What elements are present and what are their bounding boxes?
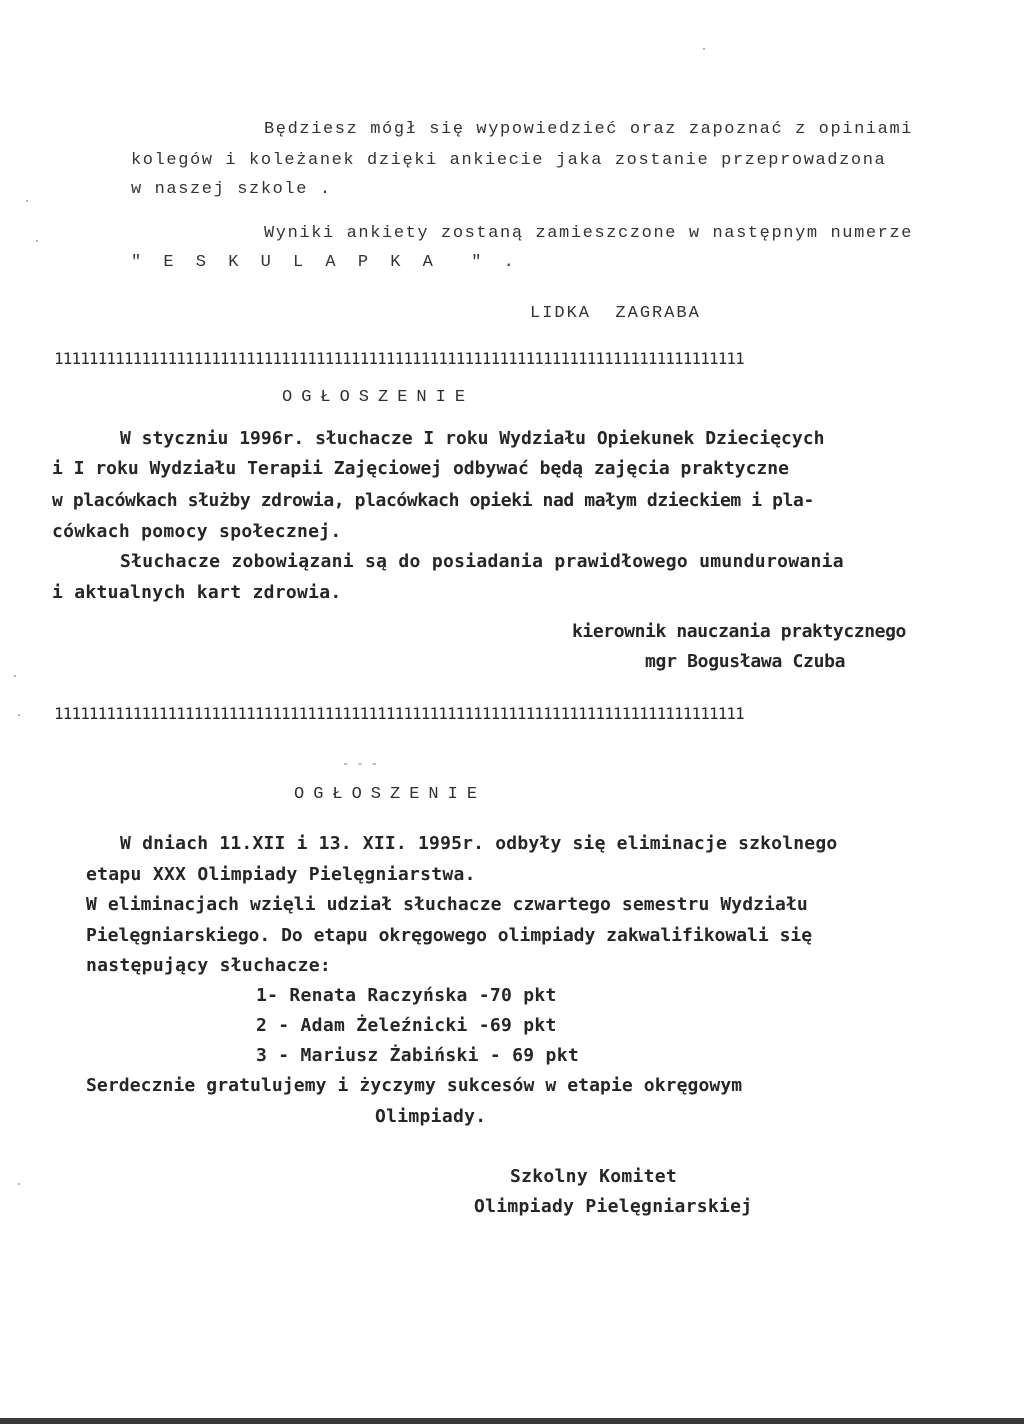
survey-line-3: w naszej szkole . bbox=[131, 180, 332, 199]
notice-2-signature-line-2: Olimpiady Pielęgniarskiej bbox=[474, 1196, 753, 1217]
notice-2-line-2: etapu XXX Olimpiady Pielęgniarstwa. bbox=[86, 864, 476, 885]
notice-1-line-1: W styczniu 1996r. słuchacze I roku Wydziału Opiekunek Dziecięcych bbox=[120, 428, 825, 449]
survey-line-1: Będziesz mógł się wypowiedzieć oraz zapoznać z opiniami bbox=[264, 120, 914, 139]
notice-1-line-5: Słuchacze zobowiązani są do posiadania prawidłowego umundurowania bbox=[120, 551, 844, 572]
separator-line: 1111111111111111111111111111111111111111111111111111111111111111111111111111111 bbox=[54, 704, 744, 723]
scan-bottom-edge bbox=[0, 1418, 1024, 1424]
scan-speck bbox=[36, 240, 38, 242]
notice-2-signature-line-1: Szkolny Komitet bbox=[510, 1166, 678, 1187]
notice-2-line-4: Pielęgniarskiego. Do etapu okręgowego olimpiady zakwalifikowali się bbox=[86, 925, 813, 946]
notice-2-mark: - - - bbox=[342, 757, 379, 771]
notice-1-line-3: w placówkach służby zdrowia, placówkach opieki nad małym dzieckiem i pla- bbox=[52, 490, 814, 511]
notice-2-line-3: W eliminacjach wzięli udział słuchacze czwartego semestru Wydziału bbox=[86, 894, 808, 915]
notice-2-result-3: 3 - Mariusz Żabiński - 69 pkt bbox=[256, 1045, 579, 1066]
notice-1-line-6: i aktualnych kart zdrowia. bbox=[52, 582, 342, 603]
notice-1-line-4: cówkach pomocy społecznej. bbox=[52, 521, 342, 542]
notice-2-result-1: 1- Renata Raczyńska -70 pkt bbox=[256, 985, 557, 1006]
notice-2-line-9: Serdecznie gratulujemy i życzymy sukcesów w etapie okręgowym bbox=[86, 1075, 743, 1096]
notice-heading: OGŁOSZENIE bbox=[294, 785, 487, 804]
scan-speck bbox=[18, 714, 20, 716]
notice-heading: OGŁOSZENIE bbox=[282, 388, 475, 407]
notice-1-signature-name: mgr Bogusława Czuba bbox=[645, 651, 846, 672]
survey-line-5: " E S K U L A P K A " . bbox=[131, 253, 520, 272]
notice-2-line-10: Olimpiady. bbox=[375, 1106, 487, 1127]
scan-speck bbox=[26, 200, 28, 202]
notice-1-signature-title: kierownik nauczania praktycznego bbox=[572, 621, 906, 642]
scan-speck bbox=[14, 675, 16, 677]
separator-line: 1111111111111111111111111111111111111111111111111111111111111111111111111111111 bbox=[54, 349, 744, 368]
notice-2-line-5: następujący słuchacze: bbox=[86, 955, 332, 976]
notice-2-line-1: W dniach 11.XII i 13. XII. 1995r. odbyły się eliminacje szkolnego bbox=[120, 833, 838, 854]
survey-author: LIDKA ZAGRABA bbox=[530, 304, 701, 323]
scan-speck bbox=[703, 48, 705, 50]
survey-line-4: Wyniki ankiety zostaną zamieszczone w następnym numerze bbox=[264, 224, 914, 243]
survey-line-2: kolegów i koleżanek dzięki ankiecie jaka zostanie przeprowadzona bbox=[131, 151, 887, 170]
notice-1-line-2: i I roku Wydziału Terapii Zajęciowej odbywać będą zajęcia praktyczne bbox=[52, 458, 789, 479]
scan-speck bbox=[18, 1183, 20, 1185]
notice-2-result-2: 2 - Adam Żeleźnicki -69 pkt bbox=[256, 1015, 557, 1036]
